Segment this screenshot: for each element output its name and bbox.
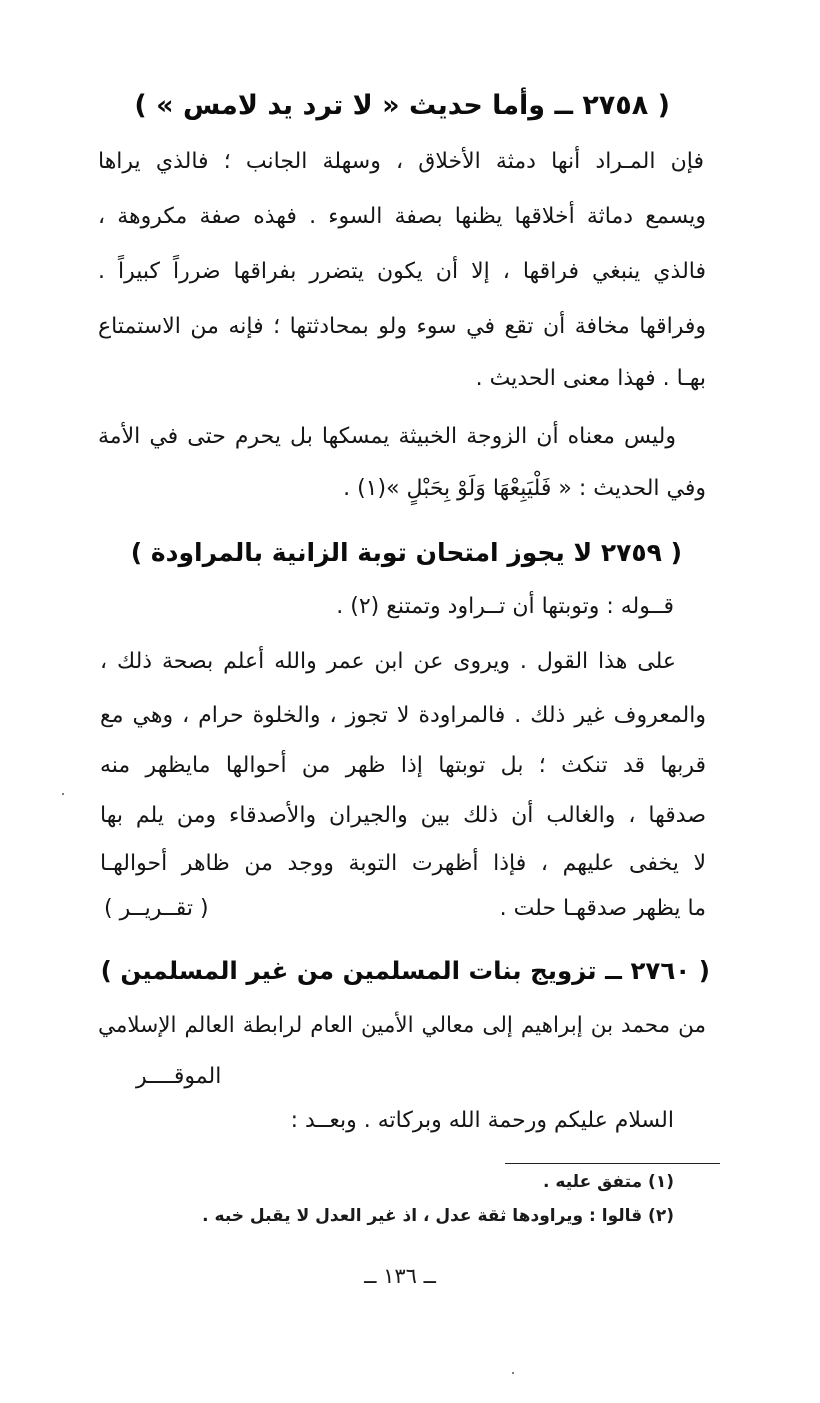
- section-heading-2758: ( ٢٧٥٨ ــ وأما حديث « لا ترد يد لامس » ): [134, 90, 670, 121]
- hadith-quote-line: وفي الحديث : « فَلْيَبِعْهَا وَلَوْ بِحَبْلٍ »(١) .: [343, 476, 706, 501]
- text-line: فالذي ينبغي فراقها ، إلا أن يكون يتضرر بفراقها ضرراً كبيراً .: [98, 259, 706, 284]
- addressee-honorific: الموقــــر: [136, 1064, 222, 1089]
- section-heading-2759: ( ٢٧٥٩ لا يجوز امتحان توبة الزانية بالمراودة ): [130, 538, 682, 567]
- footnote-divider: [505, 1163, 720, 1164]
- text-line: على هذا القول . ويروى عن ابن عمر والله أعلم بصحة ذلك ،: [100, 649, 676, 674]
- text-line: ما يظهر صدقهـا حلت .: [499, 896, 706, 921]
- footnote-2: (٢) قالوا : ويراودها ثقة عدل ، اذ غير العدل لا يقبل خبه .: [202, 1206, 674, 1226]
- section-heading-2760: ( ٢٧٦٠ ــ تزويج بنات المسلمين من غير المسلمين ): [100, 956, 710, 985]
- text-line: صدقها ، والغالب أن ذلك بين والجيران والأصدقاء ومن يلم بها: [100, 803, 706, 828]
- text-line: قربها قد تنكث ؛ بل توبتها إذا ظهر من أحوالها مايظهر منه: [100, 753, 706, 778]
- text-line: فإن المـراد أنها دمثة الأخلاق ، وسهلة الجانب ؛ فالذي يراها: [98, 149, 704, 174]
- text-line: بهـا . فهذا معنى الحديث .: [475, 366, 706, 391]
- text-line: والمعروف غير ذلك . فالمراودة لا تجوز ، والخلوة حرام ، وهي مع: [100, 703, 706, 728]
- text-line: وفراقها مخافة أن تقع في سوء ولو بمحادثتها ؛ فإنه من الاستمتاع: [98, 314, 706, 339]
- footnote-1: (١) متفق عليه .: [543, 1172, 674, 1192]
- page-number: ــ ١٣٦ ــ: [364, 1264, 436, 1288]
- source-tag: ( تقــريــر ): [104, 896, 209, 921]
- text-line: وليس معناه أن الزوجة الخبيثة يمسكها بل يحرم حتى في الأمة: [98, 424, 676, 449]
- text-line: ويسمع دماثة أخلاقها يظنها بصفة السوء . فهذه صفة مكروهة ،: [98, 204, 706, 229]
- salutation-line: السلام عليكم ورحمة الله وبركاته . وبعــد :: [290, 1108, 674, 1133]
- text-line: من محمد بن إبراهيم إلى معالي الأمين العام لرابطة العالم الإسلامي: [98, 1013, 706, 1038]
- scan-speck: [512, 1372, 514, 1374]
- text-line: لا يخفى عليهم ، فإذا أظهرت التوبة ووجد من ظاهر أحوالهـا: [100, 851, 706, 876]
- text-line: قــوله : وتوبتها أن تــراود وتمتنع (٢) .: [336, 594, 674, 619]
- scan-speck: [62, 793, 64, 795]
